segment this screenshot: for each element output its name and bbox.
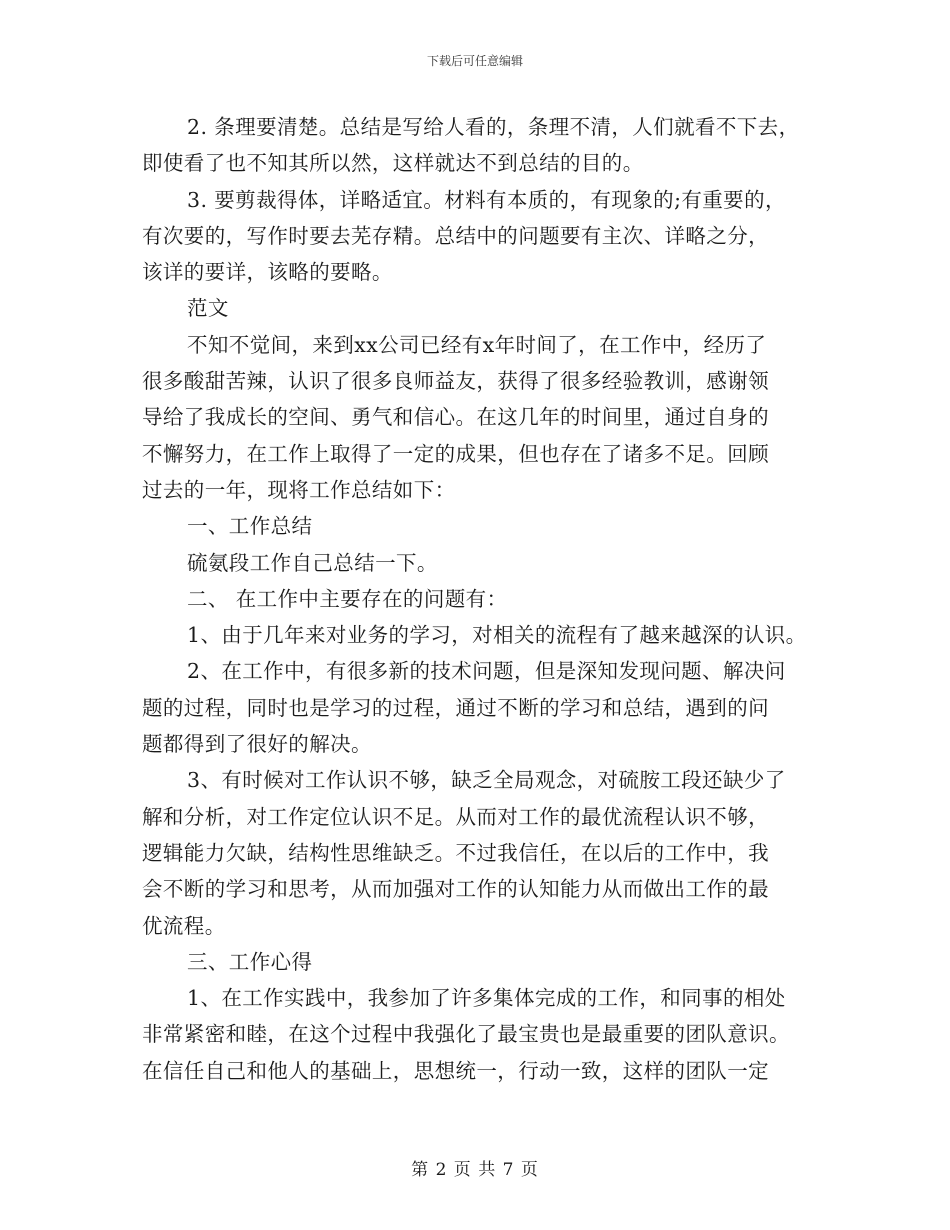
- section-heading: 三、工作心得: [187, 949, 313, 974]
- page-number-footer: 第 2 页 共 7 页: [411, 1160, 539, 1180]
- text-line: 3、有时候对工作认识不够，缺乏全局观念，对硫胺工段还缺少了: [187, 768, 786, 793]
- text-line: 该详的要详，该略的要略。: [142, 260, 393, 285]
- text-line: 1、由于几年来对业务的学习，对相关的流程有了越来越深的认识。: [187, 623, 807, 648]
- text-line: 有次要的，写作时要去芜存精。总结中的问题要有主次、详略之分，: [142, 223, 769, 248]
- text-line: 硫氨段工作自己总结一下。: [187, 550, 438, 575]
- text-line: 1、在工作实践中，我参加了许多集体完成的工作，和同事的相处: [187, 986, 786, 1011]
- text-line: 非常紧密和睦，在这个过程中我强化了最宝贵也是最重要的团队意识。: [142, 1022, 790, 1047]
- text-line: 过去的一年，现将工作总结如下：: [142, 477, 456, 502]
- section-heading: 范文: [187, 296, 229, 321]
- text-line: 3. 要剪裁得体，详略适宜。材料有本质的，有现象的;有重要的，: [187, 187, 786, 212]
- text-line: 2、在工作中，有很多新的技术问题，但是深知发现问题、解决问: [187, 659, 786, 684]
- page-header: 下载后可任意编辑: [426, 54, 523, 68]
- text-line: 会不断的学习和思考，从而加强对工作的认知能力从而做出工作的最: [142, 877, 769, 902]
- text-line: 在信任自己和他人的基础上，思想统一，行动一致，这样的团队一定: [142, 1058, 769, 1083]
- document-body: [142, 109, 832, 1089]
- text-line: 即使看了也不知其所以然，这样就达不到总结的目的。: [142, 151, 644, 176]
- text-line: 不懈努力，在工作上取得了一定的成果，但也存在了诸多不足。回顾: [142, 441, 769, 466]
- text-line: 题都得到了很好的解决。: [142, 732, 372, 757]
- text-line: 优流程。: [142, 913, 226, 938]
- text-line: 逻辑能力欠缺，结构性思维缺乏。不过我信任，在以后的工作中，我: [142, 840, 769, 865]
- text-line: 导给了我成长的空间、勇气和信心。在这几年的时间里，通过自身的: [142, 405, 769, 430]
- text-line: 2. 条理要清楚。总结是写给人看的，条理不清，人们就看不下去，: [187, 115, 800, 139]
- section-heading: 二、 在工作中主要存在的问题有：: [187, 586, 508, 611]
- text-line: 解和分析，对工作定位认识不足。从而对工作的最优流程认识不够，: [142, 804, 769, 829]
- text-line: 很多酸甜苦辣，认识了很多良师益友，获得了很多经验教训，感谢领: [142, 369, 769, 394]
- text-line: 题的过程，同时也是学习的过程，通过不断的学习和总结，遇到的问: [142, 695, 769, 720]
- section-heading: 一、工作总结: [187, 514, 313, 539]
- text-line: 不知不觉间，来到xx公司已经有x年时间了，在工作中，经历了: [187, 332, 767, 357]
